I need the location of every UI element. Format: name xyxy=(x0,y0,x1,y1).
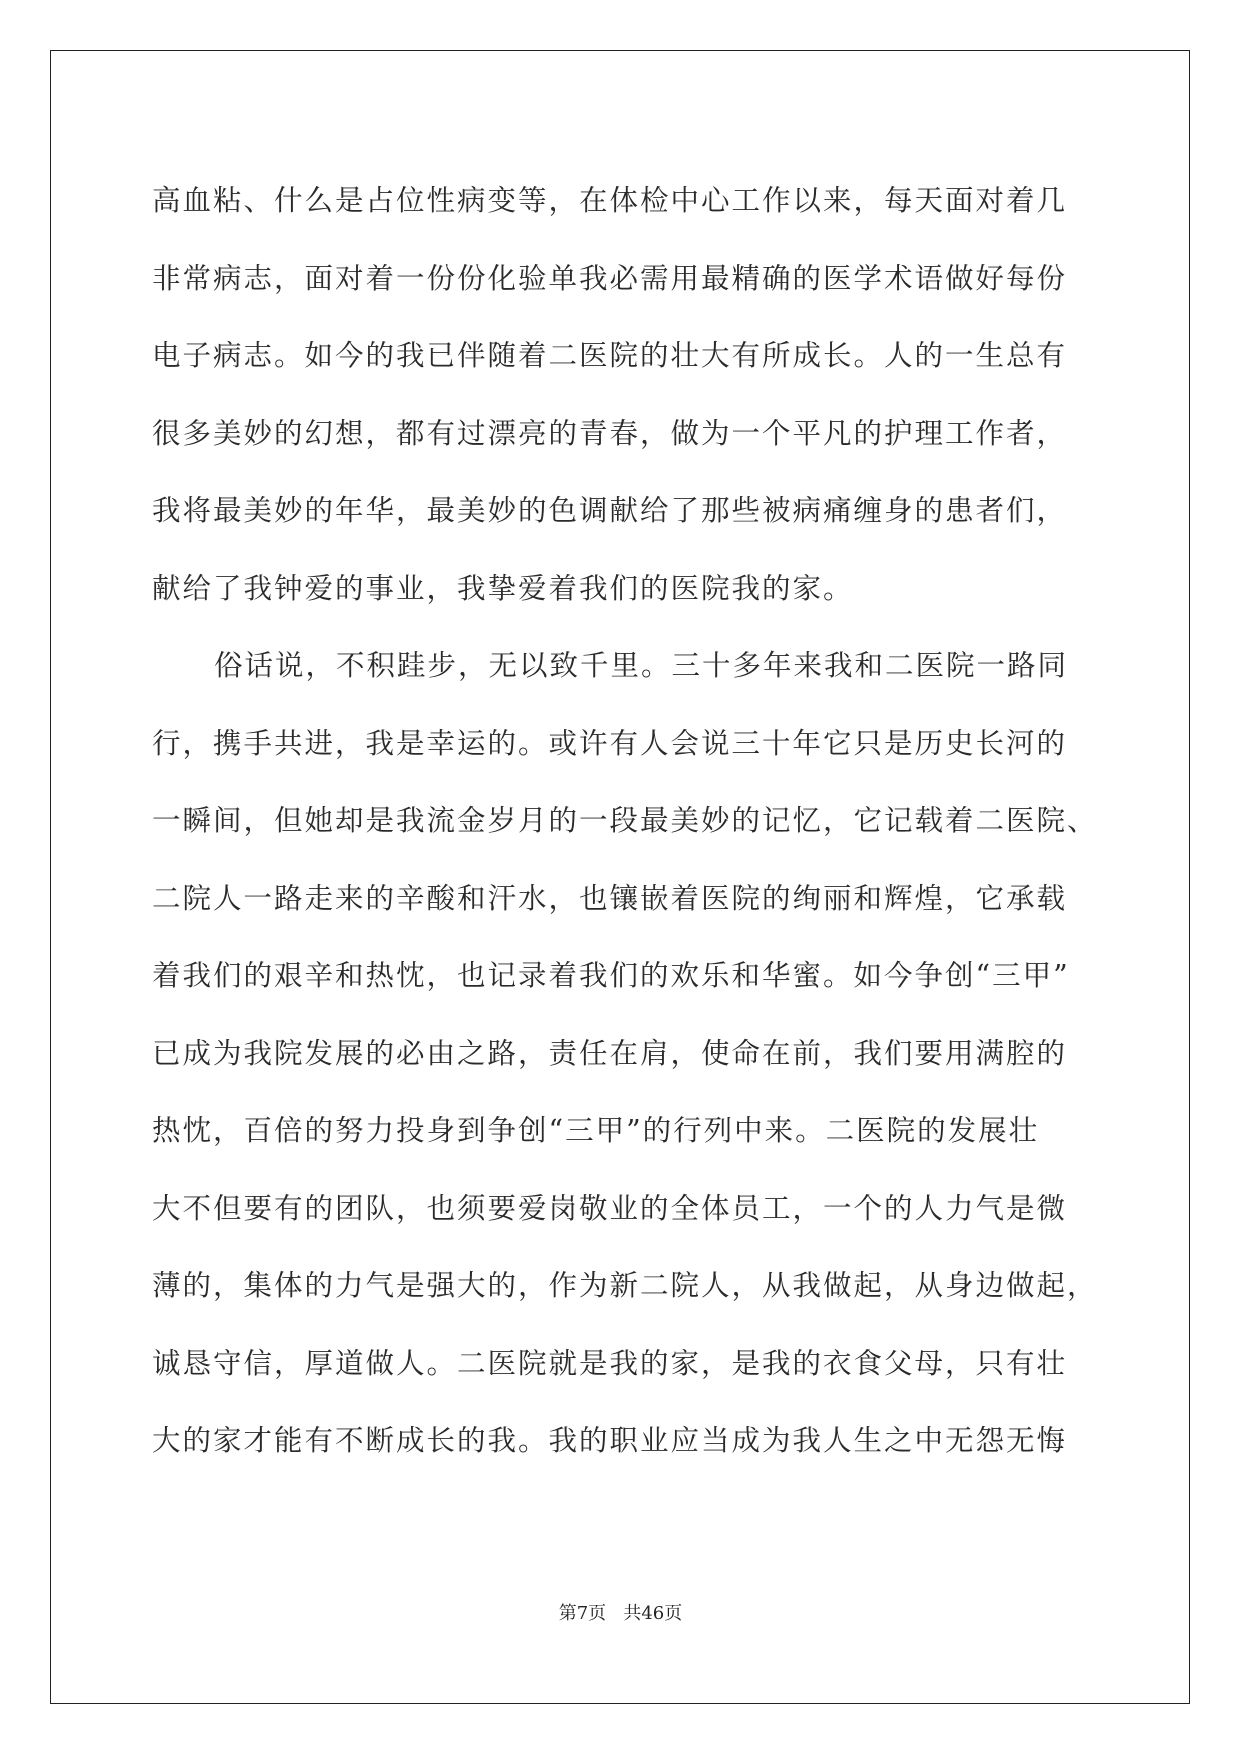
page-total: 共46页 xyxy=(623,1603,683,1624)
text-line: 一瞬间，但她却是我流金岁月的一段最美妙的记忆，它记载着二医院、 xyxy=(152,804,1098,837)
text-line: 很多美妙的幻想，都有过漂亮的青春，做为一个平凡的护理工作者， xyxy=(152,416,1068,450)
text-line: 诚恳守信，厚道做人。二医院就是我的家，是我的衣食父母，只有壮 xyxy=(152,1346,1068,1380)
text-line: 我将最美妙的年华，最美妙的色调献给了那些被病痛缠身的患者们， xyxy=(152,494,1068,527)
text-line: 着我们的艰辛和热忱，也记录着我们的欢乐和华蜜。如今争创“三甲” xyxy=(152,959,1070,992)
text-line: 大不但要有的团队，也须要爱岗敬业的全体员工，一个的人力气是微 xyxy=(152,1191,1068,1225)
text-line: 高血粘、什么是占位性病变等，在体检中心工作以来，每天面对着几 xyxy=(152,184,1068,217)
text-line: 非常病志，面对着一份份化验单我必需用最精确的医学术语做好每份 xyxy=(152,261,1068,295)
page-number: 第7页 xyxy=(558,1603,607,1624)
text-line: 大的家才能有不断成长的我。我的职业应当成为我人生之中无怨无悔 xyxy=(152,1424,1068,1457)
text-line: 行，携手共进，我是幸运的。或许有人会说三十年它只是历史长河的 xyxy=(152,726,1068,760)
text-line: 已成为我院发展的必由之路，责任在肩，使命在前，我们要用满腔的 xyxy=(152,1036,1068,1070)
text-line: 薄的，集体的力气是强大的，作为新二院人，从我做起，从身边做起， xyxy=(152,1269,1098,1302)
document-body xyxy=(152,162,1098,1480)
text-line: 献给了我钟爱的事业，我挚爱着我们的医院我的家。 xyxy=(152,571,854,605)
paragraph-first-line: 俗话说，不积跬步，无以致千里。三十多年来我和二医院一路同 xyxy=(214,649,1069,682)
text-line: 二院人一路走来的辛酸和汗水，也镶嵌着医院的绚丽和辉煌，它承载 xyxy=(152,881,1068,915)
page-footer xyxy=(0,1599,1241,1625)
text-line: 电子病志。如今的我已伴随着二医院的壮大有所成长。人的一生总有 xyxy=(152,339,1068,372)
text-line: 热忱，百倍的努力投身到争创“三甲”的行列中来。二医院的发展壮 xyxy=(152,1114,1040,1147)
